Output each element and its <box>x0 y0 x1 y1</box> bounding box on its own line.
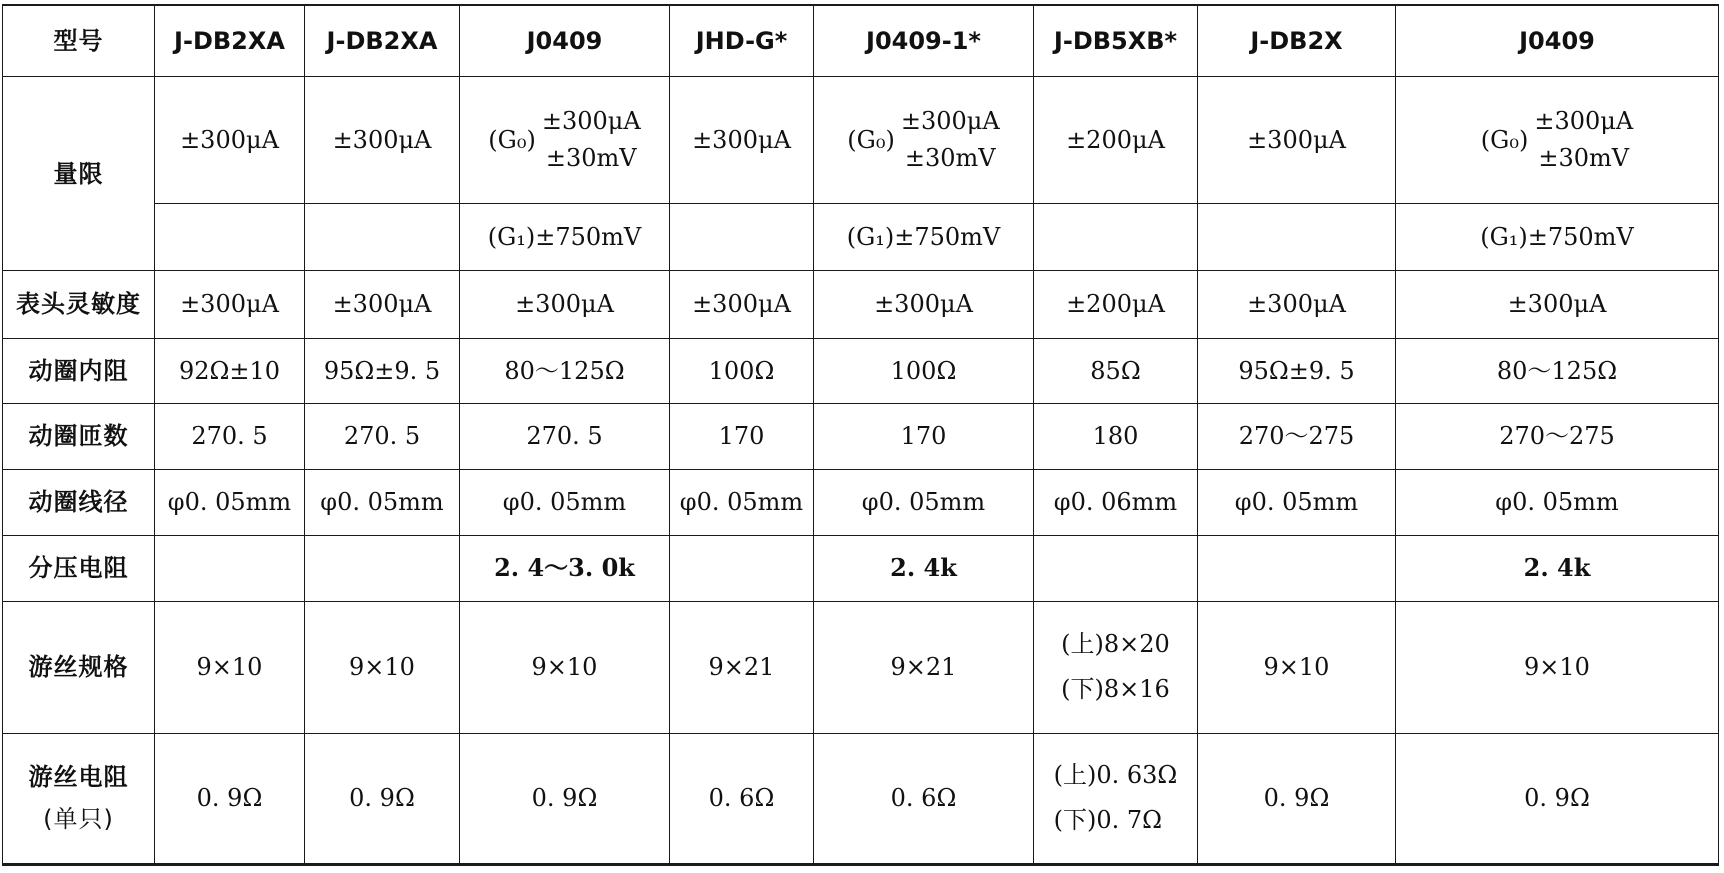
range-sub-row <box>3 204 1719 271</box>
hairspring-resistance-stack <box>1054 753 1178 844</box>
sensitivity-cell: ±300μA <box>670 270 814 338</box>
range-line: ±300μA <box>900 107 1000 136</box>
hairspring-spec-upper: (上)8×20 <box>1061 629 1170 658</box>
model-cell: J-DB5XB* <box>1034 5 1198 77</box>
range-line: ±300μA <box>541 107 641 136</box>
sensitivity-cell: ±300μA <box>155 270 305 338</box>
coil-resistance-cell: 92Ω±10 <box>155 338 305 404</box>
model-cell: J-DB2XA <box>305 5 460 77</box>
hairspring-spec-row <box>3 601 1719 733</box>
range-sub-cell <box>155 204 305 271</box>
range-sub-cell: (G₁)±750mV <box>460 204 670 271</box>
sensitivity-cell: ±300μA <box>814 270 1034 338</box>
coil-resistance-cell: 80～125Ω <box>1396 338 1719 404</box>
range-sub-cell <box>1034 204 1198 271</box>
range-group <box>847 103 999 177</box>
hairspring-resistance-label <box>3 733 155 864</box>
coil-turns-cell: 270. 5 <box>305 404 460 470</box>
divider-resistor-cell: 2. 4k <box>814 536 1034 602</box>
hairspring-resistance-cell: 0. 6Ω <box>814 733 1034 864</box>
hairspring-spec-cell: 9×10 <box>1396 601 1719 733</box>
wire-diameter-cell: φ0. 05mm <box>460 469 670 536</box>
range-group <box>488 103 640 177</box>
hairspring-resistance-cell: 0. 9Ω <box>460 733 670 864</box>
range-cell: ±200μA <box>1034 77 1198 204</box>
hairspring-resistance-cell <box>1034 733 1198 864</box>
range-group <box>1481 103 1633 177</box>
coil-turns-cell: 270～275 <box>1396 404 1719 470</box>
coil-turns-cell: 270. 5 <box>155 404 305 470</box>
range-sub-cell <box>670 204 814 271</box>
hairspring-resistance-cell: 0. 9Ω <box>305 733 460 864</box>
range-line: ±30mV <box>545 144 637 173</box>
range-cell <box>460 77 670 204</box>
divider-resistor-cell <box>1198 536 1396 602</box>
hairspring-spec-cell <box>1034 601 1198 733</box>
hairspring-spec-lower: (下)8×16 <box>1061 675 1170 704</box>
wire-diameter-cell: φ0. 06mm <box>1034 469 1198 536</box>
coil-turns-cell: 180 <box>1034 404 1198 470</box>
range-cell: ±300μA <box>670 77 814 204</box>
sensitivity-cell: ±300μA <box>305 270 460 338</box>
hairspring-resistance-label-stack <box>29 756 129 840</box>
range-sub-cell: (G₁)±750mV <box>1396 204 1719 271</box>
wire-diameter-cell: φ0. 05mm <box>670 469 814 536</box>
coil-turns-cell: 270～275 <box>1198 404 1396 470</box>
model-cell: JHD-G* <box>670 5 814 77</box>
coil-resistance-row <box>3 338 1719 404</box>
range-cell: ±300μA <box>305 77 460 204</box>
divider-resistor-row <box>3 536 1719 602</box>
divider-resistor-cell <box>1034 536 1198 602</box>
range-sub-cell: (G₁)±750mV <box>814 204 1034 271</box>
wire-diameter-label: 动圈线径 <box>3 469 155 536</box>
divider-resistor-label: 分压电阻 <box>3 536 155 602</box>
hairspring-spec-cell: 9×21 <box>670 601 814 733</box>
model-cell: J-DB2XA <box>155 5 305 77</box>
model-cell: J-DB2X <box>1198 5 1396 77</box>
range-tag: (G₀) <box>1480 126 1529 155</box>
model-cell: J0409 <box>1396 5 1719 77</box>
range-tag: (G₀) <box>488 126 536 155</box>
range-cell: ±300μA <box>1198 77 1396 204</box>
wire-diameter-cell: φ0. 05mm <box>1198 469 1396 536</box>
hairspring-spec-stack <box>1061 622 1170 713</box>
header-row <box>3 5 1719 77</box>
hairspring-resistance-lower: (下)0. 7Ω <box>1053 806 1163 835</box>
range-sub-cell <box>305 204 460 271</box>
range-lines <box>901 103 1000 177</box>
sensitivity-cell: ±300μA <box>1396 270 1719 338</box>
wire-diameter-cell: φ0. 05mm <box>1396 469 1719 536</box>
coil-resistance-cell: 95Ω±9. 5 <box>1198 338 1396 404</box>
range-cell <box>814 77 1034 204</box>
hairspring-resistance-row <box>3 733 1719 864</box>
coil-resistance-cell: 95Ω±9. 5 <box>305 338 460 404</box>
wire-diameter-cell: φ0. 05mm <box>814 469 1034 536</box>
sensitivity-cell: ±300μA <box>1198 270 1396 338</box>
spec-table <box>2 4 1719 866</box>
wire-diameter-row <box>3 469 1719 536</box>
sensitivity-row <box>3 270 1719 338</box>
coil-resistance-label: 动圈内阻 <box>3 338 155 404</box>
hairspring-resistance-upper: (上)0. 63Ω <box>1053 760 1178 789</box>
hairspring-spec-cell: 9×10 <box>1198 601 1396 733</box>
hairspring-spec-cell: 9×21 <box>814 601 1034 733</box>
hairspring-spec-cell: 9×10 <box>460 601 670 733</box>
sensitivity-label: 表头灵敏度 <box>3 270 155 338</box>
coil-turns-cell: 170 <box>814 404 1034 470</box>
coil-turns-label: 动圈匝数 <box>3 404 155 470</box>
coil-resistance-cell: 85Ω <box>1034 338 1198 404</box>
hairspring-resistance-label-line2: (单只) <box>43 805 114 834</box>
coil-turns-row <box>3 404 1719 470</box>
model-cell: J0409 <box>460 5 670 77</box>
coil-resistance-cell: 80～125Ω <box>460 338 670 404</box>
wire-diameter-cell: φ0. 05mm <box>305 469 460 536</box>
divider-resistor-cell <box>305 536 460 602</box>
wire-diameter-cell: φ0. 05mm <box>155 469 305 536</box>
divider-resistor-cell: 2. 4k <box>1396 536 1719 602</box>
hairspring-resistance-cell: 0. 6Ω <box>670 733 814 864</box>
coil-resistance-cell: 100Ω <box>814 338 1034 404</box>
range-row <box>3 77 1719 204</box>
hairspring-spec-cell: 9×10 <box>305 601 460 733</box>
range-lines <box>1534 103 1633 177</box>
coil-turns-cell: 170 <box>670 404 814 470</box>
sensitivity-cell: ±300μA <box>460 270 670 338</box>
range-line: ±30mV <box>904 144 996 173</box>
range-sub-cell <box>1198 204 1396 271</box>
coil-turns-cell: 270. 5 <box>460 404 670 470</box>
hairspring-resistance-cell: 0. 9Ω <box>1396 733 1719 864</box>
hairspring-resistance-label-line1: 游丝电阻 <box>28 763 129 792</box>
hairspring-resistance-cell: 0. 9Ω <box>155 733 305 864</box>
hairspring-spec-cell: 9×10 <box>155 601 305 733</box>
range-lines <box>542 103 641 177</box>
hairspring-spec-label: 游丝规格 <box>3 601 155 733</box>
divider-resistor-cell <box>155 536 305 602</box>
range-tag: (G₀) <box>847 126 895 155</box>
header-label: 型号 <box>3 5 155 77</box>
divider-resistor-cell: 2. 4～3. 0k <box>460 536 670 602</box>
range-cell <box>1396 77 1719 204</box>
range-cell: ±300μA <box>155 77 305 204</box>
hairspring-resistance-cell: 0. 9Ω <box>1198 733 1396 864</box>
range-line: ±300μA <box>1534 107 1634 136</box>
range-label: 量限 <box>3 77 155 270</box>
model-cell: J0409-1* <box>814 5 1034 77</box>
range-line: ±30mV <box>1538 144 1630 173</box>
coil-resistance-cell: 100Ω <box>670 338 814 404</box>
divider-resistor-cell <box>670 536 814 602</box>
sensitivity-cell: ±200μA <box>1034 270 1198 338</box>
